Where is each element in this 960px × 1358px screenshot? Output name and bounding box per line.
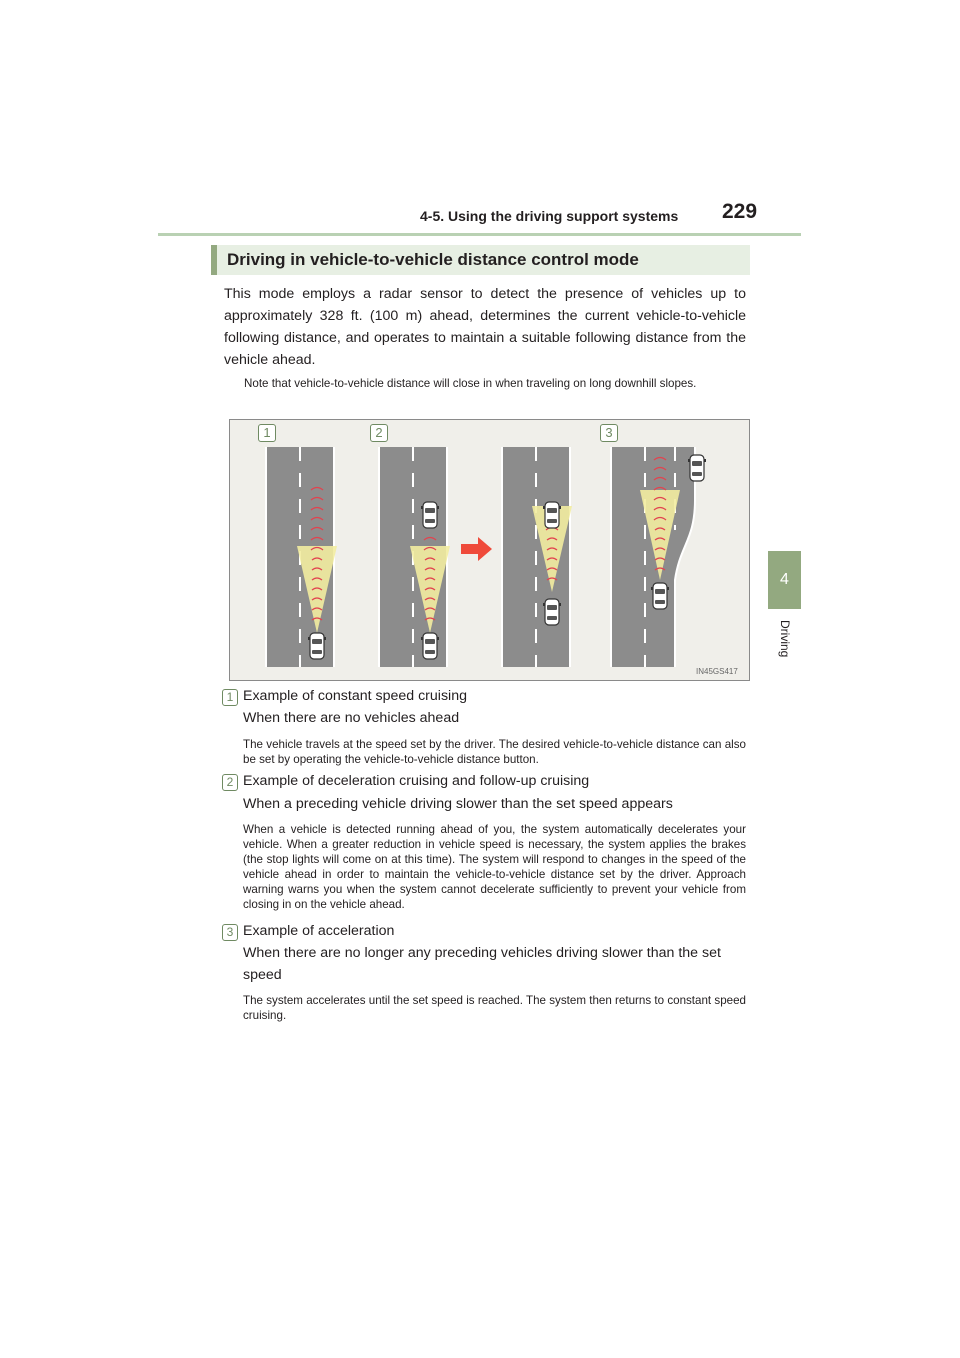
item-2-title-line-2: When a preceding vehicle driving slower than the set speed appears xyxy=(243,796,673,812)
item-2-title-line-1: Example of deceleration cruising and follow-up cruising xyxy=(243,773,590,789)
item-2-description: When a vehicle is detected running ahead of you, the system automatically decelerates your vehicle. When a greater reduction in vehicle speed is necessary, the system applies the brakes (the stop lights will come on at this time). The system will respond to changes in the speed of the vehicle ahead in order to maintain the vehicle-to-vehicle distance set by the driver. Approach warning warns you when the system cannot decelerate sufficiently to prevent your vehicle from closing in on the vehicle ahead. xyxy=(243,823,746,911)
chapter-number: 4 xyxy=(780,571,789,588)
section-heading xyxy=(211,245,750,275)
item-1-title-line-2: When there are no vehicles ahead xyxy=(243,710,460,726)
page-number: 229 xyxy=(722,200,758,223)
figure-badge-1: 1 xyxy=(258,424,276,442)
item-1-description: The vehicle travels at the speed set by the driver. The desired vehicle-to-vehicle distance can also be set by operating the vehicle-to-vehicle distance button. xyxy=(243,738,746,766)
preceding-vehicle-3 xyxy=(543,502,561,528)
own-vehicle-2 xyxy=(421,633,439,659)
intro-paragraph: This mode employs a radar sensor to detect the presence of vehicles up to approximately 328 ft. (100 m) ahead, determines the current vehicle-to-vehicle following distance, and operates to maintain a suitable following distance from the vehicle ahead. xyxy=(224,286,746,368)
own-vehicle-3 xyxy=(543,599,561,625)
header-title: 4-5. Using the driving support systems xyxy=(420,208,679,224)
figure-badge-2: 2 xyxy=(370,424,388,442)
item-badge-1: 1 xyxy=(222,689,238,706)
figure-code: IN45GS417 xyxy=(696,667,738,676)
preceding-vehicle-2 xyxy=(421,502,439,528)
item-3-title-line-2: When there are no longer any preceding vehicles driving slower than the set xyxy=(243,945,721,961)
chapter-label: Driving xyxy=(778,620,792,658)
figure-badge-3: 3 xyxy=(600,424,618,442)
distance-control-illustration xyxy=(229,419,750,681)
road-4 xyxy=(611,447,695,667)
item-badge-2: 2 xyxy=(222,774,238,791)
own-vehicle-1 xyxy=(308,633,326,659)
header-rule xyxy=(158,233,801,236)
item-1-title-line-1: Example of constant speed cruising xyxy=(243,688,467,704)
transition-arrow xyxy=(461,537,492,561)
item-3-description: The system accelerates until the set speed is reached. The system then returns to constant speed cruising. xyxy=(243,994,746,1022)
item-3-title-line-3: speed xyxy=(243,967,282,983)
item-3-title-line-1: Example of acceleration xyxy=(243,923,395,939)
section-heading-text: Driving in vehicle-to-vehicle distance control mode xyxy=(227,250,639,269)
merged-vehicle-4 xyxy=(688,455,706,481)
own-vehicle-4 xyxy=(651,583,669,609)
road-diagram xyxy=(230,420,750,681)
item-badge-3: 3 xyxy=(222,924,238,941)
chapter-label-wrap xyxy=(770,620,800,680)
chapter-tab[interactable] xyxy=(768,551,801,609)
note-paragraph: Note that vehicle-to-vehicle distance will close in when traveling on long downhill slopes. xyxy=(244,377,697,390)
